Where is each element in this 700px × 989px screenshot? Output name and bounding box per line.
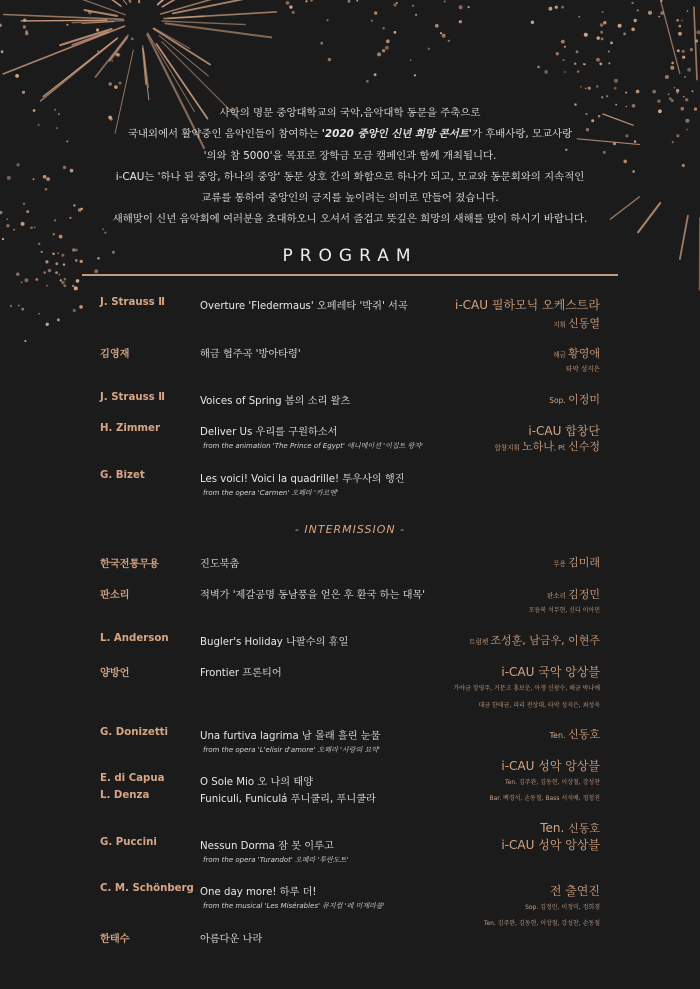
composer: G. Puccini xyxy=(100,837,157,848)
composer: L. Anderson xyxy=(100,633,169,644)
work-title: One day more! 하루 더! xyxy=(200,887,317,898)
performer-name: 이정미 xyxy=(568,393,600,406)
work-title: Una furtiva lagrima 남 몰래 흘린 눈물 xyxy=(200,731,381,742)
performer xyxy=(553,554,600,570)
performer xyxy=(549,391,600,407)
composer: E. di Capua xyxy=(100,773,165,784)
performer-details: 모듬북 석무현, 신디 이아민 xyxy=(528,607,600,614)
performer xyxy=(553,345,600,361)
composer: H. Zimmer xyxy=(100,423,160,434)
role-label: 해금 xyxy=(553,351,569,359)
performer-name: 신동열 xyxy=(568,317,600,330)
work-title: O Sole Mio 오 나의 태양 xyxy=(200,777,314,788)
work-title: Overture 'Fledermaus' 오페레타 '박쥐' 서곡 xyxy=(200,301,408,312)
intro-line: 교류를 통하여 중앙인의 긍지를 높이려는 의미로 만들어 졌습니다. xyxy=(201,192,499,205)
intro-line: 새해맞이 신년 음악회에 여러분을 초대하오니 오셔서 즐겁고 뜻깊은 희망의 새해를 맞이 하시기 바랍니다. xyxy=(112,213,588,226)
performer-name: 신수정 xyxy=(568,440,600,453)
conductor xyxy=(494,438,600,454)
work-title: 진도북춤 xyxy=(200,559,240,570)
performer-name: 성지은 xyxy=(580,365,600,373)
performer-name: 노하나 xyxy=(522,440,554,453)
performer: i-CAU 필하모닉 오케스트라 xyxy=(455,298,600,312)
performer xyxy=(540,820,600,836)
performer-details: 가야금 장영주, 거문고 홍보운, 아쟁 신광수, 해금 박나예 xyxy=(453,685,600,692)
performer: i-CAU 성악 앙상블 xyxy=(501,838,600,852)
intro-line: 사학의 명문 중앙대학교의 국악,음악대학 동문을 주축으로 xyxy=(219,107,481,119)
work-title: Frontier 프론티어 xyxy=(200,668,282,679)
performer-name: 김미래 xyxy=(568,556,600,569)
work-title: Nessun Dorma 잠 못 이루고 xyxy=(200,841,334,852)
work-title: 적벽가 '제갈공명 동남풍을 얻은 후 환국 하는 대목' xyxy=(200,590,426,601)
performer-details: Ten. 김주완, 김동현, 이상철, 강성찬 xyxy=(505,779,600,786)
performer xyxy=(469,632,600,648)
role-label: 타악 xyxy=(566,365,581,373)
intermission-label: - INTERMISSION - xyxy=(294,523,406,536)
composer: 한태수 xyxy=(100,934,130,945)
intro-text-span: 국내외에서 활약중인 음악인들이 참여하는 xyxy=(127,128,322,141)
role-label: Ten. xyxy=(549,731,569,740)
work-title: 해금 협주곡 '방아타령' xyxy=(200,349,301,360)
performer-details: Ten. 김주완, 김동현, 이상철, 강성찬, 손동철 xyxy=(483,920,600,927)
composer: J. Strauss Ⅱ xyxy=(100,297,165,308)
role-label: , Pf. xyxy=(553,444,569,452)
performer: i-CAU 합창단 xyxy=(528,424,600,438)
performer-name: 황영애 xyxy=(568,347,600,360)
work-subtitle: from the animation 'The Prince of Egypt' 애니메이션 '이집트 왕자' xyxy=(203,442,424,450)
performer: 전 출연진 xyxy=(549,884,600,898)
work-title: 아름다운 나라 xyxy=(200,934,263,945)
composer: J. Strauss Ⅱ xyxy=(100,392,165,403)
intro-line xyxy=(40,124,660,145)
work-subtitle: from the opera 'L'elisir d'amore' 오페라 '사랑의 묘약' xyxy=(203,746,380,754)
composer: L. Denza xyxy=(100,790,150,801)
composer: 김영재 xyxy=(100,349,130,360)
composer: 한국전통무용 xyxy=(100,559,160,570)
composer: G. Bizet xyxy=(100,470,145,481)
intro-line: '의와 참 5000'을 목표로 장학금 모금 캠페인과 함께 개최됩니다. xyxy=(203,149,497,162)
work-title: Voices of Spring 봄의 소리 왈츠 xyxy=(200,396,351,407)
work-title: Funiculi, Funiculá 푸니쿨리, 푸니쿨라 xyxy=(200,794,376,805)
conductor xyxy=(553,315,600,331)
performer-name: 신동호 xyxy=(568,822,600,835)
performer xyxy=(550,726,601,742)
performer xyxy=(566,363,600,373)
concert-name: '2020 중앙인 신년 희망 콘서트' xyxy=(321,128,472,141)
composer: 판소리 xyxy=(100,590,130,601)
work-subtitle: from the musical 'Les Misérables' 뮤지컬 '레 미제라블' xyxy=(203,902,385,910)
role-label: 지휘 xyxy=(553,321,569,329)
work-title: Les voici! Voici la quadrille! 투우사의 행진 xyxy=(200,474,405,485)
performer-name: 김정민 xyxy=(568,588,600,601)
performer-name: 신동호 xyxy=(568,728,600,741)
performer-details: Sop. 김정민, 이정미, 정희경 xyxy=(525,904,600,911)
performer-details: 대금 한태균, 피리 전상대, 타악 성지은, 최성욱 xyxy=(478,702,600,709)
role-label: 판소리 xyxy=(546,592,569,600)
role-label: Sop. xyxy=(549,396,569,405)
performer-name: 조성훈, 남금우, 이현주 xyxy=(490,634,600,647)
role-label: 합창지휘 xyxy=(494,444,523,452)
composer: 양방언 xyxy=(100,668,130,679)
work-title: Deliver Us 우리를 구원하소서 xyxy=(200,427,338,438)
role-label: 무용 xyxy=(553,560,569,568)
work-title: Bugler's Holiday 나팔수의 휴일 xyxy=(200,637,349,648)
performer: i-CAU 국악 앙상블 xyxy=(501,665,600,679)
work-subtitle: from the opera 'Carmen' 오페라 '카르멘' xyxy=(203,489,339,497)
composer: G. Donizetti xyxy=(100,727,169,738)
composer: C. M. Schönberg xyxy=(100,883,194,894)
intro-text xyxy=(40,103,660,231)
role-label: Ten. xyxy=(540,821,569,835)
intro-text-span: 가 후배사랑, 모교사랑 xyxy=(471,128,573,141)
title-divider xyxy=(82,274,618,276)
performer-details: Bar. 백경석, 손동철, Bass 서석배, 정청진 xyxy=(489,795,600,802)
program-title: PROGRAM xyxy=(282,246,418,266)
performer: i-CAU 성악 앙상블 xyxy=(501,759,600,773)
role-label: 트럼펫 xyxy=(469,638,491,646)
performer xyxy=(547,586,600,602)
intro-line: i-CAU는 '하나 된 중앙, 하나의 중앙' 동문 상호 간의 화합으로 하나가 되고, 모교와 동문회와의 지속적인 xyxy=(115,170,585,183)
work-subtitle: from the opera 'Turandot' 오페라 '투란도트' xyxy=(203,856,349,864)
